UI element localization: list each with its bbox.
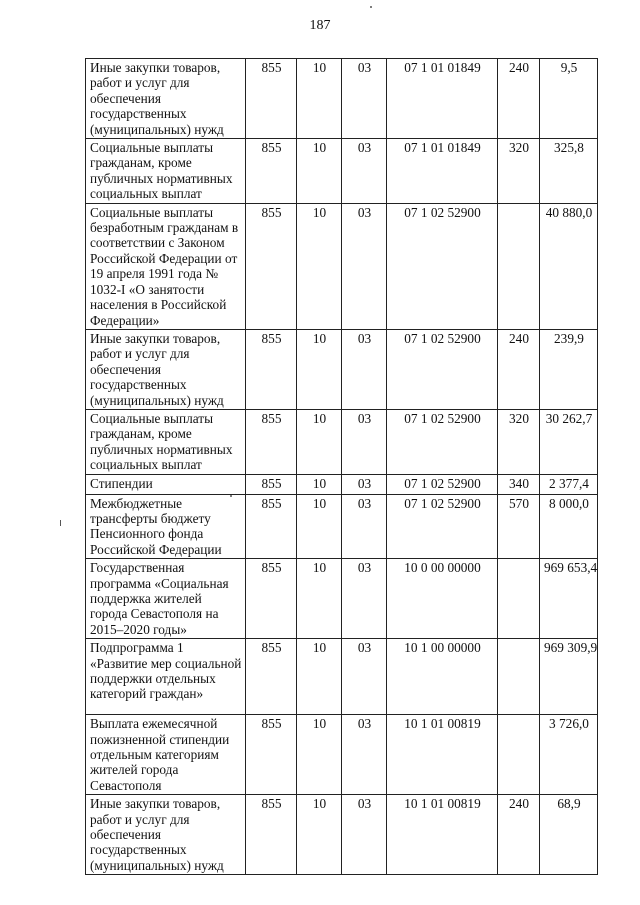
row-subsection-code: 03	[342, 59, 387, 139]
row-expense-type	[498, 203, 540, 329]
row-name: Подпрограмма 1 «Развитие мер социальной поддержки отдельных категорий граждан»	[86, 639, 246, 715]
row-target-code: 07 1 02 52900	[387, 329, 498, 409]
row-target-code: 10 1 00 00000	[387, 639, 498, 715]
row-expense-type	[498, 715, 540, 795]
table-row	[86, 474, 598, 494]
row-subsection-code: 03	[342, 795, 387, 875]
budget-table	[85, 58, 598, 875]
row-name: Социальные выплаты безработным гражданам в соответствии с Законом Российской Федерации от 19 апреля 1991 года № 1032-I «О занятости населения в Российской Федерации»	[86, 203, 246, 329]
row-ministry-code: 855	[246, 409, 297, 474]
row-target-code: 07 1 01 01849	[387, 139, 498, 204]
row-expense-type	[498, 559, 540, 639]
budget-table-body	[86, 59, 598, 875]
row-section-code: 10	[297, 139, 342, 204]
row-subsection-code: 03	[342, 559, 387, 639]
row-name: Государственная программа «Социальная поддержка жителей города Севастополя на 2015–2020 годы»	[86, 559, 246, 639]
row-amount: 969 653,4	[540, 559, 598, 639]
table-row	[86, 139, 598, 204]
row-amount: 3 726,0	[540, 715, 598, 795]
scan-speck	[60, 520, 61, 526]
table-row	[86, 559, 598, 639]
row-amount: 30 262,7	[540, 409, 598, 474]
row-name: Иные закупки товаров, работ и услуг для обеспечения государственных (муниципальных) нужд	[86, 795, 246, 875]
row-section-code: 10	[297, 474, 342, 494]
table-row	[86, 203, 598, 329]
row-expense-type: 320	[498, 139, 540, 204]
row-amount: 40 880,0	[540, 203, 598, 329]
row-amount: 239,9	[540, 329, 598, 409]
row-expense-type: 240	[498, 795, 540, 875]
row-section-code: 10	[297, 715, 342, 795]
row-amount: 8 000,0	[540, 494, 598, 559]
row-amount: 9,5	[540, 59, 598, 139]
row-section-code: 10	[297, 329, 342, 409]
row-expense-type: 240	[498, 59, 540, 139]
row-ministry-code: 855	[246, 795, 297, 875]
row-amount: 325,8	[540, 139, 598, 204]
row-section-code: 10	[297, 409, 342, 474]
table-row	[86, 639, 598, 715]
row-expense-type: 320	[498, 409, 540, 474]
row-ministry-code: 855	[246, 715, 297, 795]
row-section-code: 10	[297, 639, 342, 715]
row-subsection-code: 03	[342, 329, 387, 409]
row-target-code: 07 1 02 52900	[387, 474, 498, 494]
row-target-code: 07 1 01 01849	[387, 59, 498, 139]
row-target-code: 07 1 02 52900	[387, 494, 498, 559]
table-row	[86, 494, 598, 559]
row-target-code: 10 0 00 00000	[387, 559, 498, 639]
row-name: Иные закупки товаров, работ и услуг для обеспечения государственных (муниципальных) нужд	[86, 59, 246, 139]
row-name: Социальные выплаты гражданам, кроме публичных нормативных социальных выплат	[86, 139, 246, 204]
row-expense-type	[498, 639, 540, 715]
row-subsection-code: 03	[342, 474, 387, 494]
table-row	[86, 795, 598, 875]
row-expense-type: 570	[498, 494, 540, 559]
row-subsection-code: 03	[342, 494, 387, 559]
row-section-code: 10	[297, 59, 342, 139]
row-ministry-code: 855	[246, 559, 297, 639]
page-number: 187	[309, 18, 331, 33]
row-ministry-code: 855	[246, 59, 297, 139]
row-subsection-code: 03	[342, 203, 387, 329]
row-target-code: 10 1 01 00819	[387, 795, 498, 875]
table-row	[86, 715, 598, 795]
row-target-code: 07 1 02 52900	[387, 409, 498, 474]
table-row	[86, 329, 598, 409]
row-name: Межбюджетные трансферты бюджету Пенсионного фонда Российской Федерации	[86, 494, 246, 559]
row-ministry-code: 855	[246, 474, 297, 494]
row-section-code: 10	[297, 203, 342, 329]
scan-speck	[370, 6, 372, 8]
row-subsection-code: 03	[342, 715, 387, 795]
row-name: Иные закупки товаров, работ и услуг для обеспечения государственных (муниципальных) нужд	[86, 329, 246, 409]
row-subsection-code: 03	[342, 139, 387, 204]
row-name: Стипендии	[86, 474, 246, 494]
row-amount: 969 309,9	[540, 639, 598, 715]
row-expense-type: 340	[498, 474, 540, 494]
row-section-code: 10	[297, 559, 342, 639]
row-subsection-code: 03	[342, 409, 387, 474]
row-ministry-code: 855	[246, 494, 297, 559]
row-section-code: 10	[297, 795, 342, 875]
row-name: Социальные выплаты гражданам, кроме публичных нормативных социальных выплат	[86, 409, 246, 474]
row-amount: 68,9	[540, 795, 598, 875]
scan-speck	[230, 495, 232, 497]
row-name: Выплата ежемесячной пожизненной стипендии отдельным категориям жителей города Севастополя	[86, 715, 246, 795]
row-expense-type: 240	[498, 329, 540, 409]
row-subsection-code: 03	[342, 639, 387, 715]
row-ministry-code: 855	[246, 639, 297, 715]
row-section-code: 10	[297, 494, 342, 559]
row-ministry-code: 855	[246, 329, 297, 409]
row-ministry-code: 855	[246, 203, 297, 329]
table-row	[86, 409, 598, 474]
row-target-code: 07 1 02 52900	[387, 203, 498, 329]
row-amount: 2 377,4	[540, 474, 598, 494]
row-target-code: 10 1 01 00819	[387, 715, 498, 795]
table-row	[86, 59, 598, 139]
row-ministry-code: 855	[246, 139, 297, 204]
